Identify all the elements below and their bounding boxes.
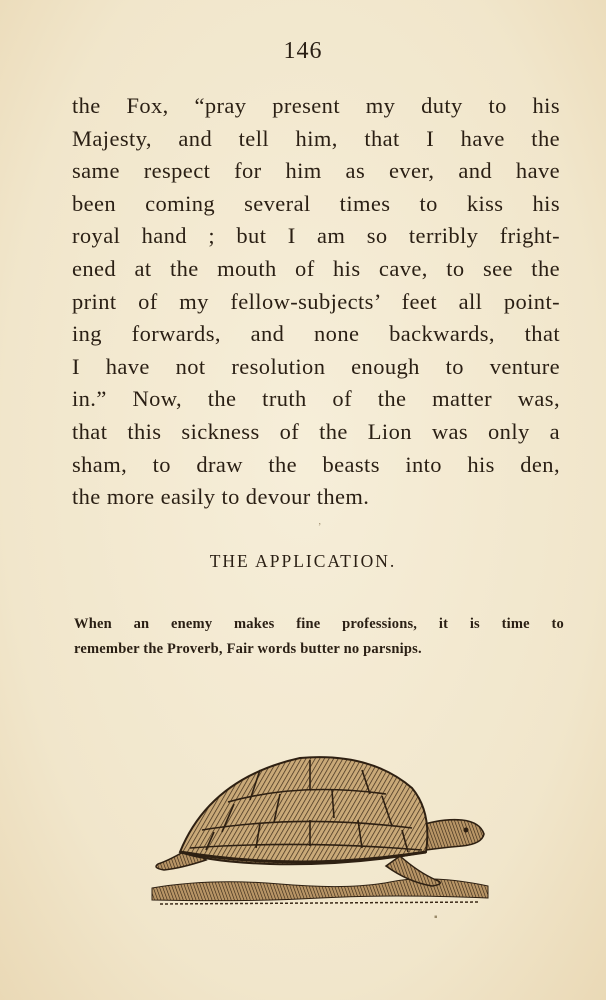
text-line: the more easily to devour them. [72,484,370,510]
page-number: 146 [283,38,323,64]
text-line: I have not resolution enough to venture [72,353,560,379]
text-line: sham, to draw the beasts into his den, [72,451,560,477]
text-line: ened at the mouth of his cave, to see the [72,255,560,281]
text-line: Majesty, and tell him, that I have the [72,125,560,151]
text-line: ing forwards, and none backwards, that [72,321,560,347]
text-line: print of my fellow-subjects’ feet all point- [72,288,560,314]
moral-text [74,612,564,662]
ink-speck: ▪ [434,912,438,923]
text-line: royal hand ; but I am so terribly fright- [72,223,560,249]
text-line: in.” Now, the truth of the matter was, [72,386,560,412]
text-line: same respect for him as ever, and have [72,158,560,184]
ink-speck: ʼ [318,522,322,533]
text-line: that this sickness of the Lion was only a [72,418,560,444]
moral-line: When an enemy makes fine professions, it is time to [74,616,564,632]
section-heading: THE APPLICATION. [209,551,397,571]
text-line: been coming several times to kiss his [72,190,560,216]
tortoise-woodcut-icon [150,748,490,910]
fable-text [72,90,560,514]
text-line: the Fox, “pray present my duty to his [72,93,560,118]
moral-line: remember the Proverb, Fair words butter no parsnips. [74,641,422,657]
